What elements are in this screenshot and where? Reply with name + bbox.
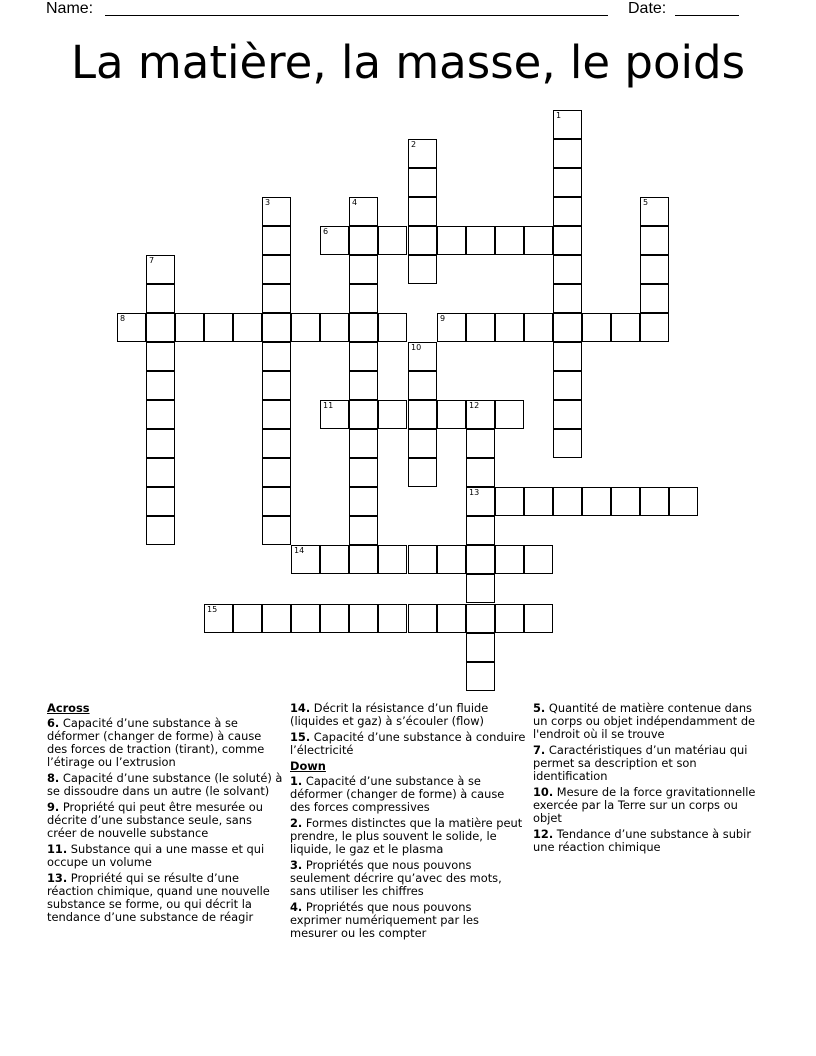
- grid-cell[interactable]: [378, 604, 407, 633]
- grid-cell[interactable]: [349, 255, 378, 284]
- clue-number: 5: [643, 198, 649, 207]
- clue-item: [290, 817, 526, 856]
- clue-item-text: Quantité de matière contenue dans un corps ou objet indépendamment de l'endroit où il se trouve: [533, 701, 756, 741]
- clue-item: [533, 828, 769, 854]
- grid-cell[interactable]: [437, 545, 466, 574]
- grid-cell[interactable]: [640, 284, 669, 313]
- grid-cell[interactable]: [262, 342, 291, 371]
- grid-cell[interactable]: [495, 226, 524, 255]
- grid-cell[interactable]: [233, 313, 262, 342]
- grid-cell[interactable]: [291, 545, 320, 574]
- down-heading: Down: [290, 759, 326, 773]
- clue-item: [290, 901, 526, 940]
- clue-item-text: Mesure de la force gravitationnelle exercée par la Terre sur un corps ou objet: [533, 785, 756, 825]
- grid-cell[interactable]: [408, 226, 437, 255]
- grid-cell[interactable]: [466, 400, 495, 429]
- grid-cell[interactable]: [553, 429, 582, 458]
- grid-cell[interactable]: [349, 516, 378, 545]
- clues-column-3: [533, 702, 769, 857]
- date-line[interactable]: [675, 15, 739, 16]
- grid-cell[interactable]: [640, 255, 669, 284]
- grid-cell[interactable]: [262, 284, 291, 313]
- grid-cell[interactable]: [349, 429, 378, 458]
- grid-cell[interactable]: [262, 226, 291, 255]
- clue-item-text: Propriété qui peut être mesurée ou décrite d’une substance seule, sans créer de nouvelle substance: [47, 800, 263, 840]
- clue-item: [533, 744, 769, 783]
- clue-item-text: Capacité d’une substance (le soluté) à se dissoudre dans un autre (le solvant): [47, 771, 283, 798]
- grid-cell[interactable]: [524, 604, 553, 633]
- grid-cell[interactable]: [437, 313, 466, 342]
- clue-number: 7: [149, 256, 155, 265]
- grid-cell[interactable]: [262, 197, 291, 226]
- grid-cell[interactable]: [378, 226, 407, 255]
- across-clue-list-cont: [290, 702, 526, 757]
- grid-cell[interactable]: [262, 429, 291, 458]
- grid-cell[interactable]: [117, 313, 146, 342]
- grid-cell[interactable]: [437, 400, 466, 429]
- grid-cell[interactable]: [408, 545, 437, 574]
- grid-cell[interactable]: [175, 313, 204, 342]
- clue-item: [290, 859, 526, 898]
- grid-cell[interactable]: [611, 487, 640, 516]
- grid-cell[interactable]: [146, 516, 175, 545]
- grid-cell[interactable]: [291, 604, 320, 633]
- clue-item: [290, 731, 526, 757]
- clue-item-number: 14.: [290, 701, 311, 715]
- clue-item-text: Caractéristiques d’un matériau qui permet sa description et son identification: [533, 743, 748, 783]
- grid-cell[interactable]: [408, 197, 437, 226]
- grid-cell[interactable]: [495, 487, 524, 516]
- grid-cell[interactable]: [466, 574, 495, 603]
- clue-item: [533, 702, 769, 741]
- grid-cell[interactable]: [466, 633, 495, 662]
- grid-cell[interactable]: [262, 604, 291, 633]
- grid-cell[interactable]: [320, 604, 349, 633]
- grid-cell[interactable]: [349, 371, 378, 400]
- clue-item-text: Capacité d’une substance à se déformer (changer de forme) à cause des forces compressives: [290, 774, 505, 814]
- name-label: Name:: [46, 0, 94, 17]
- clue-item-text: Capacité d’une substance à se déformer (changer de forme) à cause des forces de traction (tirant), comme l’étirage ou l’extrusion: [47, 716, 265, 769]
- grid-cell[interactable]: [349, 545, 378, 574]
- grid-cell[interactable]: [408, 139, 437, 168]
- grid-cell[interactable]: [466, 313, 495, 342]
- grid-cell[interactable]: [640, 226, 669, 255]
- grid-cell[interactable]: [466, 429, 495, 458]
- grid-cell[interactable]: [640, 487, 669, 516]
- clue-item-text: Formes distinctes que la matière peut prendre, le plus souvent le solide, le liquide, le gaz et le plasma: [290, 816, 523, 856]
- grid-cell[interactable]: [262, 516, 291, 545]
- grid-cell[interactable]: [524, 313, 553, 342]
- down-clue-list-cont: [533, 702, 769, 854]
- grid-cell[interactable]: [262, 255, 291, 284]
- grid-cell[interactable]: [553, 400, 582, 429]
- clue-item: [47, 801, 283, 840]
- clues-column-2: [290, 702, 526, 943]
- grid-cell[interactable]: [466, 487, 495, 516]
- grid-cell[interactable]: [524, 487, 553, 516]
- clue-item: [47, 843, 283, 869]
- clue-item-number: 5.: [533, 701, 546, 715]
- grid-cell[interactable]: [291, 313, 320, 342]
- grid-cell[interactable]: [553, 255, 582, 284]
- clue-item: [47, 872, 283, 924]
- clue-number: 11: [323, 401, 334, 410]
- date-label: Date:: [628, 0, 667, 17]
- clue-number: 4: [352, 198, 358, 207]
- grid-cell[interactable]: [204, 604, 233, 633]
- grid-cell[interactable]: [349, 400, 378, 429]
- grid-cell[interactable]: [349, 604, 378, 633]
- clue-item-text: Propriété qui se résulte d’une réaction chimique, quand une nouvelle substance se forme, ou qui décrit la tendance d’une substance de réagir: [47, 871, 270, 924]
- clue-item: [47, 717, 283, 769]
- grid-cell[interactable]: [262, 487, 291, 516]
- grid-cell[interactable]: [495, 313, 524, 342]
- grid-cell[interactable]: [146, 400, 175, 429]
- clue-number: 10: [411, 343, 422, 352]
- grid-cell[interactable]: [553, 371, 582, 400]
- grid-cell[interactable]: [378, 313, 407, 342]
- clue-item-number: 15.: [290, 730, 311, 744]
- clue-item-text: Décrit la résistance d’un fluide (liquides et gaz) à s’écouler (flow): [290, 701, 489, 728]
- clues-column-1: [47, 702, 283, 927]
- clue-item-number: 4.: [290, 900, 303, 914]
- grid-cell[interactable]: [553, 313, 582, 342]
- grid-cell[interactable]: [466, 516, 495, 545]
- clue-item-number: 13.: [47, 871, 68, 885]
- grid-cell[interactable]: [262, 313, 291, 342]
- clue-item-number: 3.: [290, 858, 303, 872]
- grid-cell[interactable]: [495, 545, 524, 574]
- grid-cell[interactable]: [204, 313, 233, 342]
- grid-cell[interactable]: [466, 226, 495, 255]
- grid-cell[interactable]: [553, 139, 582, 168]
- grid-cell[interactable]: [466, 458, 495, 487]
- clue-number: 6: [323, 227, 329, 236]
- clue-item-number: 12.: [533, 827, 554, 841]
- grid-cell[interactable]: [349, 342, 378, 371]
- clue-item-number: 9.: [47, 800, 60, 814]
- clue-item-text: Tendance d’une substance à subir une réaction chimique: [533, 827, 752, 854]
- grid-cell[interactable]: [146, 284, 175, 313]
- grid-cell[interactable]: [524, 545, 553, 574]
- grid-cell[interactable]: [320, 313, 349, 342]
- down-clue-list: [290, 775, 526, 940]
- grid-cell[interactable]: [553, 226, 582, 255]
- clue-number: 13: [469, 488, 480, 497]
- clue-item: [47, 772, 283, 798]
- grid-cell[interactable]: [611, 313, 640, 342]
- grid-cell[interactable]: [524, 226, 553, 255]
- clue-item-text: Propriétés que nous pouvons exprimer numériquement par les mesurer ou les compter: [290, 900, 479, 940]
- grid-cell[interactable]: [553, 197, 582, 226]
- grid-cell[interactable]: [408, 371, 437, 400]
- grid-cell[interactable]: [320, 400, 349, 429]
- grid-cell[interactable]: [349, 487, 378, 516]
- grid-cell[interactable]: [146, 487, 175, 516]
- grid-cell[interactable]: [582, 487, 611, 516]
- across-clue-list: [47, 717, 283, 924]
- grid-cell[interactable]: [495, 400, 524, 429]
- grid-cell[interactable]: [146, 371, 175, 400]
- grid-cell[interactable]: [640, 313, 669, 342]
- grid-cell[interactable]: [553, 342, 582, 371]
- clue-item-number: 8.: [47, 771, 60, 785]
- clue-item-text: Capacité d’une substance à conduire l’électricité: [290, 730, 526, 757]
- grid-cell[interactable]: [320, 226, 349, 255]
- grid-cell[interactable]: [495, 604, 524, 633]
- grid-cell[interactable]: [437, 604, 466, 633]
- clue-number: 9: [440, 314, 446, 323]
- grid-cell[interactable]: [146, 342, 175, 371]
- grid-cell[interactable]: [408, 342, 437, 371]
- grid-cell[interactable]: [466, 604, 495, 633]
- grid-cell[interactable]: [349, 197, 378, 226]
- grid-cell[interactable]: [437, 226, 466, 255]
- grid-cell[interactable]: [408, 168, 437, 197]
- name-line[interactable]: [105, 15, 608, 16]
- grid-cell[interactable]: [466, 662, 495, 691]
- clue-number: 3: [265, 198, 271, 207]
- grid-cell[interactable]: [262, 458, 291, 487]
- clue-number: 1: [556, 111, 562, 120]
- grid-cell[interactable]: [349, 226, 378, 255]
- grid-cell[interactable]: [408, 458, 437, 487]
- clue-item: [290, 775, 526, 814]
- grid-cell[interactable]: [553, 110, 582, 139]
- clue-item-number: 2.: [290, 816, 303, 830]
- clue-item: [290, 702, 526, 728]
- clue-item-number: 6.: [47, 716, 60, 730]
- clue-item-text: Substance qui a une masse et qui occupe un volume: [47, 842, 265, 869]
- grid-cell[interactable]: [262, 371, 291, 400]
- clue-item-number: 1.: [290, 774, 303, 788]
- grid-cell[interactable]: [408, 429, 437, 458]
- clue-number: 8: [120, 314, 126, 323]
- grid-cell[interactable]: [262, 400, 291, 429]
- page-title: La matière, la masse, le poids: [70, 36, 746, 89]
- grid-cell[interactable]: [553, 168, 582, 197]
- grid-cell[interactable]: [146, 313, 175, 342]
- grid-cell[interactable]: [146, 429, 175, 458]
- grid-cell[interactable]: [669, 487, 698, 516]
- grid-cell[interactable]: [582, 313, 611, 342]
- grid-cell[interactable]: [349, 284, 378, 313]
- grid-cell[interactable]: [320, 545, 349, 574]
- grid-cell[interactable]: [378, 400, 407, 429]
- across-heading: Across: [47, 701, 90, 715]
- grid-cell[interactable]: [408, 400, 437, 429]
- clue-item: [533, 786, 769, 825]
- grid-cell[interactable]: [408, 604, 437, 633]
- clue-item-number: 11.: [47, 842, 68, 856]
- clue-item-number: 10.: [533, 785, 554, 799]
- grid-cell[interactable]: [233, 604, 262, 633]
- grid-cell[interactable]: [553, 487, 582, 516]
- clue-number: 2: [411, 140, 417, 149]
- grid-cell[interactable]: [349, 313, 378, 342]
- clue-number: 12: [469, 401, 480, 410]
- grid-cell[interactable]: [408, 255, 437, 284]
- clue-number: 15: [207, 605, 218, 614]
- clue-item-number: 7.: [533, 743, 546, 757]
- grid-cell[interactable]: [349, 458, 378, 487]
- grid-cell[interactable]: [378, 545, 407, 574]
- grid-cell[interactable]: [640, 197, 669, 226]
- grid-cell[interactable]: [146, 255, 175, 284]
- grid-cell[interactable]: [146, 458, 175, 487]
- grid-cell[interactable]: [553, 284, 582, 313]
- clue-item-text: Propriétés que nous pouvons seulement décrire qu’avec des mots, sans utiliser les chiffres: [290, 858, 502, 898]
- grid-cell[interactable]: [466, 545, 495, 574]
- clue-number: 14: [294, 546, 305, 555]
